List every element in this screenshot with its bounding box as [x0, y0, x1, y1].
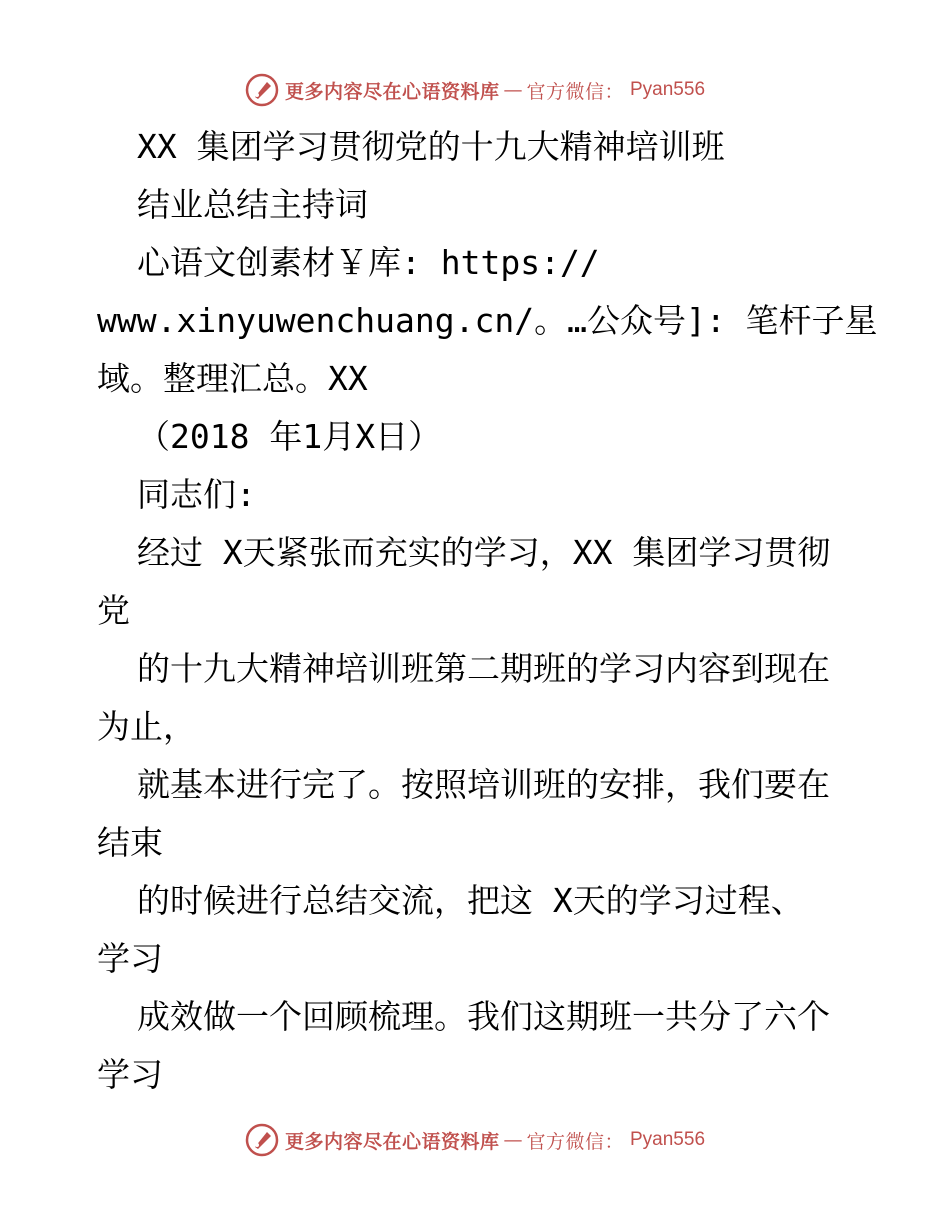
doc-line: （2018 年1月X日）: [137, 417, 442, 456]
pen-nib-logo-icon: [245, 73, 279, 107]
doc-line: 党: [97, 591, 130, 630]
banner-brand-text: 更多内容尽在心语资料库: [284, 80, 500, 103]
doc-line: 的时候进行总结交流，把这 X天的学习过程、: [137, 881, 804, 920]
footer-banner: [0, 1120, 950, 1160]
pen-nib-logo-icon: [245, 1123, 279, 1157]
banner-wechat-label: 官方微信：: [526, 80, 624, 103]
banner-brand-text: 更多内容尽在心语资料库: [284, 1130, 500, 1153]
doc-line: 心语文创素材￥库: https://: [137, 243, 600, 282]
doc-line: 学习: [97, 939, 163, 978]
doc-line: 就基本进行完了。按照培训班的安排，我们要在: [137, 765, 830, 804]
document-body: [97, 118, 878, 1104]
doc-line: 学习: [97, 1055, 163, 1094]
banner-wechat-label: 官方微信：: [526, 1130, 624, 1153]
doc-line: 同志们:: [137, 475, 256, 514]
doc-line: 成效做一个回顾梳理。我们这期班一共分了六个: [137, 997, 830, 1036]
doc-line: www.xinyuwenchuang.cn/。…公众号]: 笔杆子星: [97, 301, 878, 340]
doc-line: 域。整理汇总。XX: [97, 359, 368, 398]
doc-line: 经过 X天紧张而充实的学习，XX 集团学习贯彻: [137, 533, 831, 572]
doc-line: 为止，: [97, 707, 196, 746]
banner-dash: —: [503, 1129, 523, 1151]
header-banner: [0, 70, 950, 110]
banner-dash: —: [503, 79, 523, 101]
doc-line: XX 集团学习贯彻党的十九大精神培训班: [137, 127, 725, 166]
banner-wechat-id: Pyan556: [630, 79, 706, 100]
banner-wechat-id: Pyan556: [630, 1129, 706, 1150]
doc-line: 的十九大精神培训班第二期班的学习内容到现在: [137, 649, 830, 688]
doc-line: 结业总结主持词: [137, 185, 368, 224]
doc-line: 结束: [97, 823, 163, 862]
